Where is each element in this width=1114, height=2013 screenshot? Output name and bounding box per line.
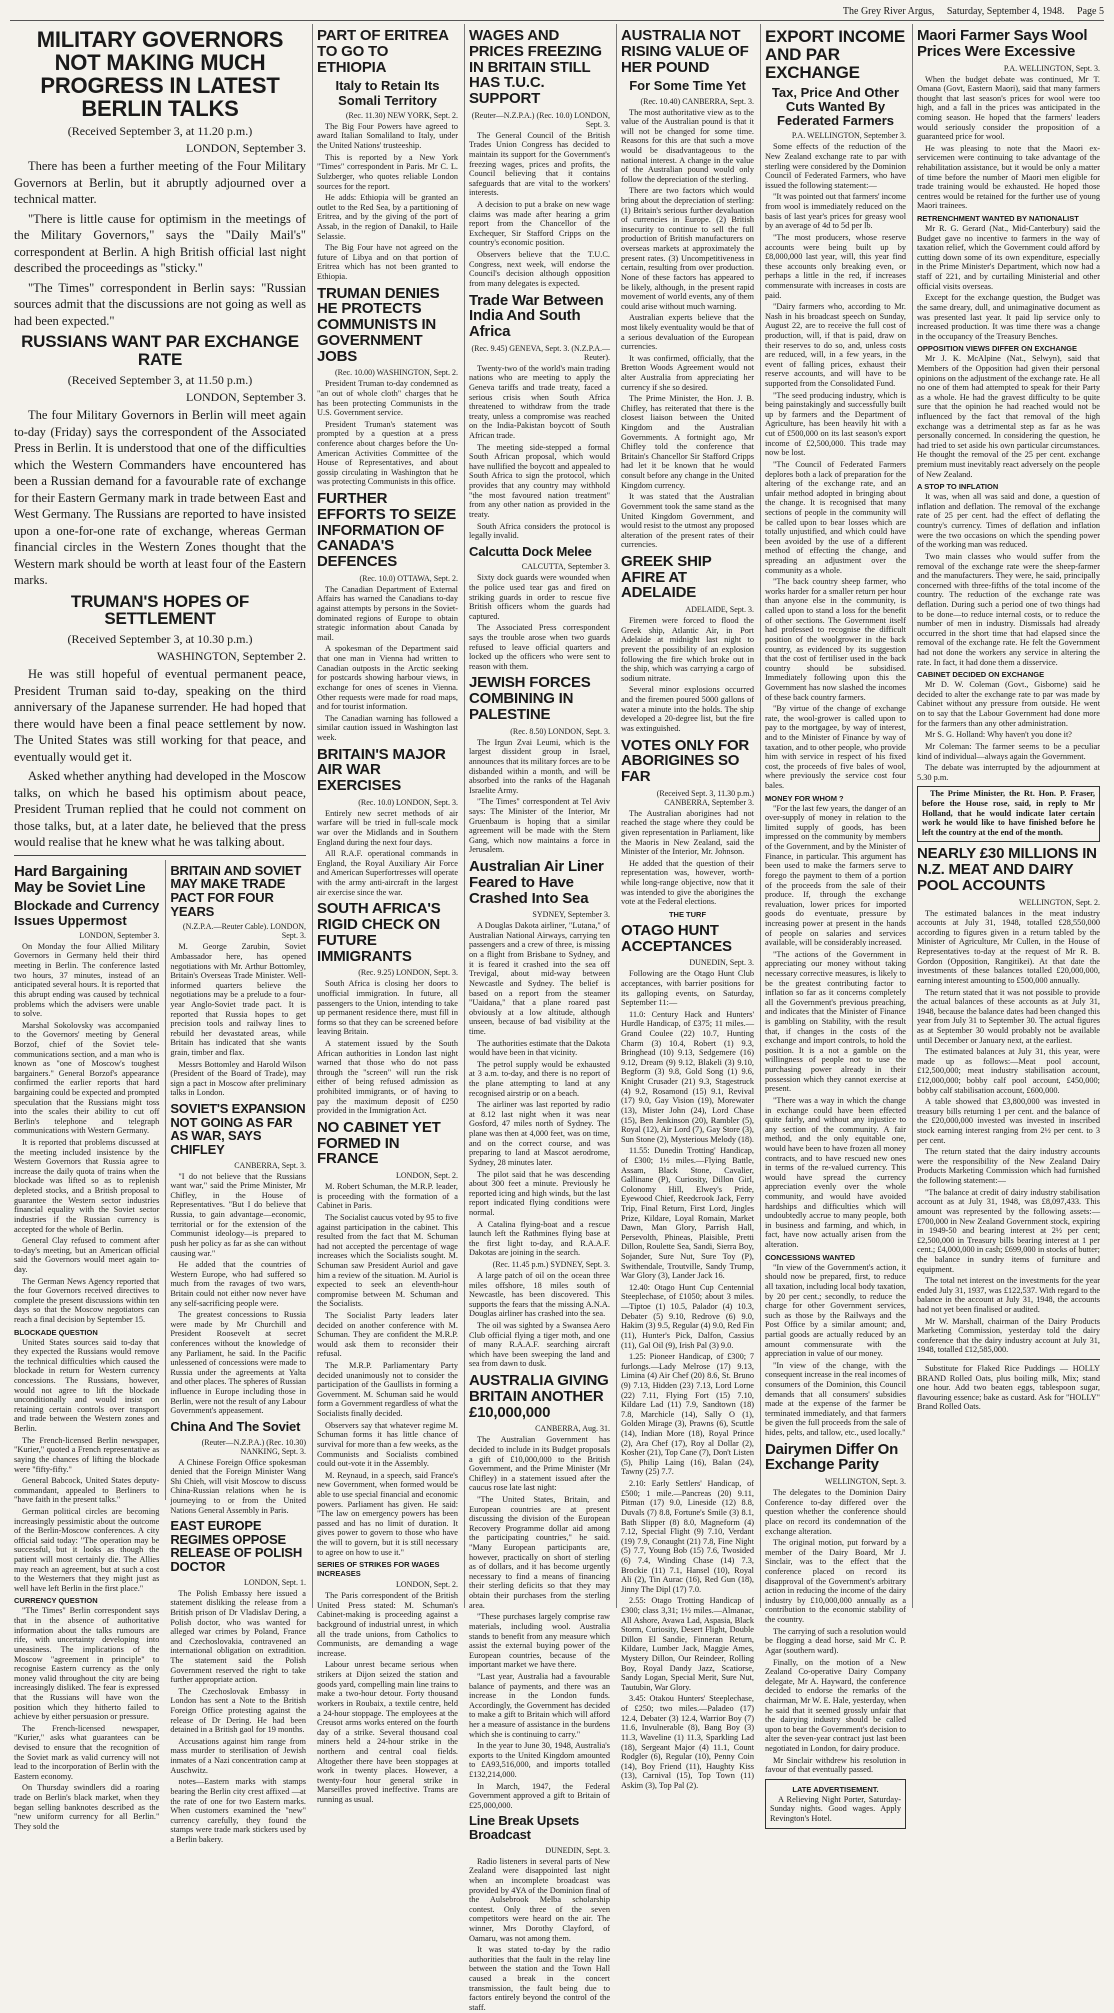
- article-paragraph: "The Times" Berlin correspondent says that in the absence of authoritative information about the talks rumours are rife, with uncertainty developing into uneasiness. The implications of the Moscow "agreement in principle" to recognise Eastern currency as the only money valid throughout the city are being increasingly disliked. The fear is expressed that the Russians will have won the position which they hitherto failed to achieve by either persuasion or pressure.: [14, 1606, 160, 1722]
- article-hard-bargaining: [14, 860, 160, 1831]
- article-paragraph: Labour unrest became serious when strikers at Dijon seized the station and goods yard, compelling main line trains to make a two-hour detour. Forty thousand workers in Roubaix, a textile centre, held a 24-hour stoppage. The employees at the Creusot arms works entered on the fourth day of a strike. Several thousand coal miners held a 24-hour strike in the northern and central coal fields. Altogether there have been stoppages at work in twenty places. However, a twenty-four hour general strike in Marseilles proved ineffective. Trams are running as usual.: [317, 1660, 458, 1805]
- subheadline: Blockade and Currency Issues Uppermost: [14, 898, 160, 928]
- article-paragraph: Observers say that whatever regime M. Schuman forms it has little chance of survival for more than a few weeks, as the Communists and Socialists combined could out-vote it in the Assembly.: [317, 1420, 458, 1469]
- article-paragraph: Radio listeners in several parts of New Zealand were disappointed last night when an incomplete broadcast was provided by 4YA of the Dominion final of the Aulsebrook Melba scholarship contest. Only three of the seven competitors were heard on the air. The winner, Mrs Dorothy Clayford, of Oamaru, was not among them.: [469, 1856, 610, 1943]
- article-paragraph: The authorities estimate that the Dakota would have been in that vicinity.: [469, 1038, 610, 1058]
- dateline: (Rec. 9.45) GENEVA, Sept. 3. (N.Z.P.A.—Reuter).: [471, 343, 610, 362]
- article-paragraph: The pilot said that he was descending about 300 feet a minute. Previously he reported icing and high winds, but the last report indicated flying conditions were normal.: [469, 1169, 610, 1217]
- article-paragraph: It was stated that the Australian Government took the same stand as the United Kingdom Government, and would resist to the utmost any proposed alteration of the present rates of their currencies.: [621, 492, 754, 550]
- article-paragraph: A decision to put a brake on new wage claims was made after hearing a grim report from the Chancellor of the Exchequer, Sir Stafford Cripps on the country's economic position.: [469, 200, 610, 248]
- article-paragraph: "In view of the Government's action, it should now be prepared, first, to reduce all taxation, including local body taxation, by 20 per cent.; secondly, to reduce the charge for other Government services, such as those by the Railways and the Post Office by a similar amount; and, partial goods are actually reduced by an amount commensurate with the appreciation in value of our money.: [765, 1262, 906, 1359]
- headline-eritrea: PART OF ERITREA TO GO TO ETHIOPIA: [317, 27, 449, 76]
- dateline: DUNEDIN, Sept. 3.: [689, 958, 754, 968]
- subheadline: For Some Time Yet: [629, 78, 746, 94]
- dateline: SYDNEY, September 3.: [532, 910, 610, 920]
- article-paragraph: The meeting side-stepped a formal South African proposal, which would have nullified the boycott and appealed to South Africa to sign the protocol, which provides that any country may withhold "the most favoured nation treatment" from any other nation as provided in the treaty.: [469, 442, 610, 519]
- column-6: [912, 24, 1104, 1608]
- article-paragraph: "The Times" correspondent in Berlin says: "Russian sources admit that the discussions are not going as well as had been expected.": [14, 280, 306, 328]
- headline-berlin-talks: MILITARY GOVERNORS NOT MAKING MUCH PROGRESS IN LATEST BERLIN TALKS: [36, 27, 284, 122]
- headline-air-war: BRITAIN'S MAJOR AIR WAR EXERCISES: [317, 745, 446, 795]
- subheadline: Tax, Price And Other Cuts Wanted By Federated Farmers: [771, 84, 900, 129]
- article-paragraph: Observers believe that the T.U.C. Congress, next week, will endorse the Council's decision although opposition from many delegates is expected.: [469, 250, 610, 288]
- section-caption: OPPOSITION VIEWS DIFFER ON EXCHANGE: [917, 344, 1078, 354]
- article-paragraph: It is reported that problems discussed at the meeting included insistence by the Western Governors that Russia agree to increase the daily quota of trains when the blockade was lifted so as to replenish depleted stocks, and a British proposal to guarantee the Western sector industries financial equality with the Soviet sector industries if the Russian currency is accepted for the whole of Berlin.: [14, 1138, 160, 1234]
- article-paragraph: The Associated Press correspondent says the trouble arose when two guards refused to leave official quarters and locked up the officers who were sent to reason with them.: [469, 623, 610, 671]
- article-paragraph: The oil was sighted by a Swansea Aero Club official flying a tiger moth, and one of many R.A.A.F. searching aircraft which have been sweeping the land and sea from dawn to dusk.: [469, 1321, 610, 1369]
- article-paragraph: The total net interest on the investments for the year ended July 31, 1937, was £122,537. With regard to the balance in the account at July 31, 1948, the accounts had not yet been finalised or audited.: [917, 1276, 1100, 1314]
- section-caption: BLOCKADE QUESTION: [14, 1327, 98, 1337]
- article-paragraph: He added that the question of their representation was, however, worth-while long-range objective, now that it was intended to give the aborigines the vote at the Federal elections.: [621, 858, 754, 907]
- article-paragraph: A spokesman of the Department said that one man in Vienna had written to Canadian outposts in the Arctic seeking for postcards showing harbour views, in exchange for ones of scenes in Vienna. Other requests were made for road maps, and for tourist information.: [317, 644, 458, 712]
- article-paragraph: The Socialist caucus voted by 95 to five against participation in the cabinet. This resulted from the fact that M. Schuman had not accepted the percentage of wage increases which the Socialists sought. M. Schuman saw President Auriol and gave him a review of the situation. M. Auriol is expected to seek an eleventh-hour compromise between M. Schuman and the Socialists.: [317, 1212, 458, 1309]
- article-paragraph: When the budget debate was continued, Mr T. Omana (Govt, Eastern Maori), said that many farmers thought that last season's prices for wool were too high, and a fall in the prices was anticipated in the coming season. He hoped that the farmers' leaders would seriously consider the proposition of a guaranteed price for wool.: [917, 74, 1100, 142]
- dateline: (Rec. 10.40) CANBERRA, Sept. 3.: [640, 96, 754, 106]
- article-paragraph: All R.A.F. operational commands in England, the Royal Auxiliary Air Force and American Superfortresses will operate with the army anti-aircraft in the largest air exercise since the war.: [317, 849, 458, 897]
- article-paragraph: The original motion, put forward by a member of the Dairy Board, Mr J. Sinclair, was to the effect that the conference placed on record its disapproval of the Government's arbitrary action in reducing the income of the dairy industry by £10,000,000 annually as a contribution to the economic stability of the country.: [765, 1538, 906, 1625]
- divider: [14, 855, 306, 856]
- article-paragraph: On Monday the four Allied Military Governors in Germany held their third meeting in Berlin. The conference lasted two hours, 37 minutes, instead of an anticipated several hours. It is reported that this abrupt ending was caused by technical problems which the advisers were unable to solve.: [14, 941, 160, 1019]
- article-paragraph: "These purchases largely comprise raw materials, including wool. Australia stands to benefit from any measure which assist the external buying power of the European countries, because of the important market we have there.: [469, 1612, 610, 1670]
- column-4: [616, 24, 758, 1790]
- article-paragraph: "The balance at credit of dairy industry stabilisation account as at July 31, 1948, was £8,097,433. This amount was represented by the following assets:—£700,000 in New Zealand Government stock, expiring in 1949-50 and bearing interest at 2½ per cent; £2,500,000 in Treasury bills bearing interest at 1 per cent.; £4,000,000 in cash; £699,000 in stocks of butter; the balance in sundry items of furniture and equipment.: [917, 1187, 1100, 1274]
- article-paragraph: Mr Sinclair withdrew his resolution in favour of that eventually passed.: [765, 1755, 906, 1775]
- headline-trade-war: Trade War Between India And South Africa: [469, 291, 604, 340]
- article-paragraph: Entirely new secret methods of air warfare will be tried in full-scale mock war over the Midlands and in Southern England during the next four days.: [317, 808, 458, 847]
- section-caption-turf: THE TURF: [668, 909, 707, 919]
- article-paragraph: The estimated balances in the meat industry accounts at July 31, 1948, totalled £28,550,000 according to figures given in a return tabled by the Minister of Agriculture, Mr Cullen, in the House of Representatives to-day at the request of Mr R. B. Gordon (Opposition, Rangitikei). At that date the investments of these balances totalled £20,000,000, earning interest amounting to £500,000 annually.: [917, 908, 1100, 985]
- headline-greek-ship: GREEK SHIP AFIRE AT ADELAIDE: [621, 552, 712, 602]
- dateline: DUNEDIN, Sept. 3.: [545, 1845, 610, 1855]
- article-paragraph: It was confirmed, officially, that the Bretton Woods Agreement would not alter Australia from appreciating her currency if she so desired.: [621, 353, 754, 392]
- article-paragraph: 1.25: Pioneer Handicap, of £300; 7 furlongs.—Lady Melrose (17) 9.13, Limina (4) Air Chef (20) 8.6, St. Bruno (9) 7.13, Hidden (23) 7.13, Lord Lorne (22) 7.11, Flying Fort (15) 7.10, Kildare Lad (11) 7.9, Sandtown (18) 7.8, Marchicle (14), Sally O (1), Golden Mirage (3), Prawns (6), Scuttle (14), Indian More (18), Royal Prince (2), Ara Chef (17), Roy al Dollar (2), Kosher (21), Top Cane (7), Don't Listen (5), Philip Laing (16), Balan (24), Tawny (25) 7.7.: [621, 1352, 754, 1477]
- article-paragraph: The Polish Embassy here issued a statement disliking the release from a British prison of Dr Vladislav Dering, a Polish doctor, who was wanted for alleged war crimes by Poland, France and Czechoslovakia, contravened an international obligation on extradition. The statement said the Polish Government reserved the right to take further appropriate action.: [170, 1588, 306, 1685]
- article-paragraph: A Catalina flying-boat and a rescue launch left the Rathmines flying base at the first light to-day, and R.A.A.F. Dakotas are joining in the search.: [469, 1219, 610, 1258]
- article-paragraph: Twenty-two of the world's main trading nations who are meeting to apply the Geneva tariffs and trade treaty, faced a serious crisis when South Africa threatened to withdraw from the trade treaty, unless a compromise was reached on the India-Pakistan boycott of South African trade.: [469, 363, 610, 441]
- article-paragraph: He was pleasing to note that the Maori ex-servicemen were continuing to take advantage of the rehabilitation assistance, but it would be only a matter of time before the number of Maori men eligible for trade training would be exhausted. He hoped those centres would be retained for the further use of young Maori trainees.: [917, 143, 1100, 211]
- article-paragraph: South Africa is closing her doors to unofficial immigration. In future, all passengers to the Union, intending to take up permanent residence there, must fill in forms so that they can be screened before leaving Britain.: [317, 979, 458, 1037]
- article-paragraph: On Thursday swindlers did a roaring trade on Berlin's black market, when they began selling banknotes described as the "new uniform currency for all Berlin." They sold the: [14, 1783, 160, 1831]
- late-ad-caption: LATE ADVERTISEMENT.: [792, 1784, 879, 1794]
- headline-otago-hunt: OTAGO HUNT ACCEPTANCES: [621, 921, 732, 955]
- received-line: (Received September 3, at 11.20 p.m.): [67, 124, 253, 139]
- article-paragraph: "I do not believe that the Russians want war," said the Prime Minister, Mr Chifley, in the House of Representatives. "But I do believe that Russia, to gain advantage—economic, territorial or for the extension of the Communist ideology—is prepared to push her policy as far as she can without causing war.": [170, 1171, 306, 1258]
- article-paragraph: The greatest concessions to Russia were made by Mr Churchill and President Roosevelt at secret conferences without the knowledge of any Parliament, he said. In the Pacific unlessened of concessions were made to Russia under the agreements at Yalta and other places. The spheres of Russian influence in Europe including those in Berlin, were not the result of any Labour Government's appeasement.: [170, 1310, 306, 1416]
- article-paragraph: "The Council of Federated Farmers deplores both a lack of preparation for the altering of the exchange rate, and an unfair method adopted in bringing about the change. It is recognised that many sections of people in the community will be called upon to bear losses which are totally unjustified, and which could have been avoided by the use of a different method of effecting the change, and spreading an adjustment over the community as a whole.: [765, 459, 906, 575]
- dateline: WELLINGTON, Sept. 3.: [825, 1477, 906, 1487]
- article-paragraph: 12.40: Otago Hunt Cup Centennial Steeplechase, of £1050; about 3 miles.—Tiptoe (1) 10.5, Palador (4) 10.3, Debater (5) 9.10, Redrove (6) 9.0, Hakim (3) 9.5, Regular (4) 9.0, Red Fin (11), Hunter's Pick, Dalfon, Cassius (11), Gal Oil (9), Irish Pal (3) 9.0.: [621, 1282, 754, 1350]
- headline-canada-defences: FURTHER EFFORTS TO SEIZE INFORMATION OF CANADA'S DEFENCES: [317, 490, 457, 571]
- section-caption: SERIES OF STRIKES FOR WAGES INCREASES: [317, 1560, 440, 1579]
- article-paragraph: Australian experts believe that the most likely eventuality would be that of a serious devaluation of the European currencies.: [621, 313, 754, 352]
- article-paragraph: In the year to June 30, 1948, Australia's exports to the United Kingdom amounted to £A93,516,000, and imports totalled £132,214,000.: [469, 1741, 610, 1780]
- dateline: (Rec. 10.00) WASHINGTON, Sept. 2.: [334, 368, 458, 378]
- article-paragraph: The Prime Minister, the Hon. J. B. Chifley, has reiterated that there is the closest liaison between the United Kingdom and the Australian Governments. A fortnight ago, Mr Chifley told the conference that Britain's Chancellor Sir Stafford Cripps had let it be known that he would consult before any change in the United Kingdom currency.: [621, 394, 754, 490]
- headline-truman-hopes: TRUMAN'S HOPES OF SETTLEMENT: [70, 591, 250, 629]
- headline-par-exchange: RUSSIANS WANT PAR EXCHANGE RATE: [21, 332, 299, 370]
- dateline: CALCUTTA, September 3.: [521, 562, 610, 572]
- article-paragraph: The Czechoslovak Embassy in London has sent a Note to the British Foreign Office protesting against the release of Dr Dering. He had been detained in a British gaol for 19 months.: [170, 1686, 306, 1735]
- article-paragraph: The debate was interrupted by the adjournment at 5.30 p.m.: [917, 763, 1100, 782]
- article-paragraph: The estimated balances at July 31, this year, were made up as follows:—Meat pool account, £12,500,000; meat industry stabilisation account, £12,000,000; bobby calf pool account, £450,000; bobby calf stabilisation account, £600,000.: [917, 1047, 1100, 1095]
- received-line: (Received September 3, at 11.50 p.m.): [67, 373, 253, 388]
- headline-south-africa: SOUTH AFRICA'S RIGID CHECK ON FUTURE IMMIGRANTS: [317, 900, 441, 965]
- article-paragraph: The return stated that the dairy industry accounts were the responsibility of the New Zealand Dairy Products Marketing Commission which had furnished the following statement:—: [917, 1147, 1100, 1186]
- dateline: (Rec. 10.0) OTTAWA, Sept. 2.: [359, 573, 458, 583]
- section-caption: CABINET DECIDED ON EXCHANGE: [917, 670, 1045, 680]
- column-2: [312, 24, 462, 1805]
- holly-oats-ad: Substitute for Flaked Rice Puddings — HOLLY BRAND Rolled Oats, plus boiling milk, Mix; stand one hour. Add two beaten eggs, tablespoon sugar, flavouring essence; bake as custard. Ask for "HOLLY" Brand Rolled Oats.: [917, 1364, 1100, 1412]
- masthead: [10, 6, 1104, 21]
- article-paragraph: Marshal Sokolovsky was accompanied to the Governors' meeting by General Borzof, chief of the Soviet tele-communications section, and a man who is known as "one of Moscow's toughest bargainers." General Borzof's appearance confirmed the earlier reports that hard bargaining could be expected and prompted speculation that the Russians might toss into the scales their ability to cut off Berlin's telephone and telegraph communications with Western Germany.: [14, 1020, 160, 1136]
- article-paragraph: President Truman to-day condemned as "an out of whole cloth" charges that he has been protecting Communists in the U.S. Government service.: [317, 379, 458, 418]
- dateline: P.A. WELLINGTON, September 3.: [791, 131, 906, 141]
- article-paragraph: The French-licensed newspaper, "Kurier," asks what guarantees can be devised to ensure that the recognition of the Soviet mark as valid currency will not lead to the incorporation of Berlin with the Eastern economy.: [14, 1723, 160, 1781]
- article-paragraph: Messrs Bottomley and Harold Wilson (President of the Board of Trade), may sign a pact in Moscow after preliminary talks in London.: [170, 1059, 306, 1098]
- dateline: (Received Sept. 3, 11.30 p.m.) CANBERRA, September 3.: [656, 788, 754, 807]
- article-paragraph: The four Military Governors in Berlin will meet again to-day (Friday) says the correspondent of the Associated Press in Berlin. It is understood that one of the difficulties which the Western Commanders have encountered has been a Russian demand for a favourable rate of exchange for their Eastern Germany mark in trade between East and West Germany. The Russians are reported to have insisted upon a one-for-one rate of exchange, whereas German financial circles in the Western Zones thought that the Western mark should be worth at least four of the Eastern marks.: [14, 408, 306, 588]
- headline-australia-gift: AUSTRALIA GIVING BRITAIN ANOTHER £10,000,000: [469, 1372, 609, 1421]
- article-paragraph: A table showed that £3,800,000 was invested in treasury bills returning 1 per cent. and the balance of the £20,000,000 invested was invested in inscribed stock earning interest ranging from 2½ per cent. to 3 per cent.: [917, 1097, 1100, 1145]
- article-paragraph: The Australian aborigines had not reached the stage where they could be given representation in Parliament, like the Maoris in New Zealand, said the Minister of the Interior, Mr. Johnson.: [621, 808, 754, 857]
- dateline: (Rec. 10.0) LONDON, Sept. 3.: [358, 797, 458, 807]
- article-paragraph: Mr D. W. Coleman (Govt., Gisborne) said he decided to alter the exchange rate to par was made by Cabinet without any pressure from outside. He went on to say that the Labour Government had done more for the farmers than any other administration.: [917, 680, 1100, 728]
- article-paragraph: "For the last few years, the danger of an over-supply of money in relation to the limited supply of goods, has been impressed on the community by members of the Government, and by the Minister of Finance, in particular. This argument has been used to make the farmers serve to forego the payment to them of a portion of the proceeds from the sale of their produce. If, through the exchange revaluation, lower prices for imported goods do eventuate, pressure by increasing power at present in the hands of people on salaries and services available, will be considerably increased.: [765, 803, 906, 948]
- article-paragraph: The airliner was last reported by radio at 8.12 last night when it was near Gosford, 47 miles north of Sydney. The plane was then at 4,000 feet, was on time, and on the correct course, and was preparing to land at Mascot aerodrome, Sydney, 28 minutes later.: [469, 1100, 610, 1167]
- article-paragraph: President Truman's statement was prompted by a question at a press conference about charges before the Un-American Activities Committee of the House of Representatives, and about gossip circulating in Washington that he was protecting Communists in this office.: [317, 419, 458, 487]
- headline-export-income: EXPORT INCOME AND PAR EXCHANGE: [765, 27, 906, 82]
- article-paragraph: Sixty dock guards were wounded when the police used tear gas and fired on striking guards in order to rescue five British officers whom the guards had captured.: [469, 573, 610, 621]
- article-paragraph: Asked whether anything had developed in the Moscow talks, on which he based his optimism about peace, President Truman replied that he could not comment on those talks, but, at a later date, he believed that the press would realise that he knew what he was talking about.: [14, 769, 306, 850]
- article-paragraph: The Socialist Party leaders later decided on another conference with M. Schuman. They are confident the M.R.P. would ask them to reconsider their refusal.: [317, 1310, 458, 1359]
- article-paragraph: He added that the countries of Western Europe, who had suffered so much from the ravages of two wars, Britain could not either now never have any self-sacrificing people were.: [170, 1260, 306, 1308]
- headline-calcutta: Calcutta Dock Melee: [469, 543, 592, 559]
- dateline: ADELAIDE, Sept. 3.: [685, 605, 754, 615]
- article-paragraph: In March, 1947, the Federal Government approved a gift to Britain of £25,000,000.: [469, 1781, 610, 1810]
- headline-truman-denies: TRUMAN DENIES HE PROTECTS COMMUNISTS IN GOVERNMENT JOBS: [317, 284, 440, 365]
- dateline: (Rec. 8.50) LONDON, Sept. 3.: [510, 726, 610, 736]
- dateline: WELLINGTON, Sept. 2.: [1019, 897, 1100, 907]
- article-paragraph: Mr Coleman: The farmer seems to be a peculiar kind of individual—always again the Government.: [917, 741, 1100, 761]
- article-paragraph: "The seed producing industry, which is being painstakingly and successfully built up by farmers and the Department of Agriculture, has been heavily hit with a cut of £500,000 on its last season's export income of £2,500,000. This trade may now be lost.: [765, 390, 906, 458]
- headline-dairymen: Dairymen Differ On Exchange Parity: [765, 1440, 899, 1474]
- article-paragraph: The Paris correspondent of the British United Press stated: M. Schuman's Cabinet-making is proceeding against a background of industrial unrest, in which all the trade unions, from Catholics to Communists, are demanding a wage increase.: [317, 1591, 458, 1658]
- article-paragraph: Mr W. Marshall, chairman of the Dairy Products Marketing Commission, yesterday told the dairy conference that the dairy industry account at July 31, 1948, totalled £12,585,000.: [917, 1316, 1100, 1355]
- article-paragraph: 2.55: Otago Trotting Handicap of £300; class 3,31; 1½ miles.—Almanac, All Ashore, Avawa Lad, Aspasia, Black Storm, Curiosity, Desert Flight, Double Dillon El Sandie, Finneran Return, Kildare, Lumber Jack, Maggie Ames, Mystery Dillon, Our Reindeer, Rolling Boy, Royal Dandy Jazz, Scatiorse, Sandy Logan, Special Merit, Sure Nut, Tautubin, War Glory.: [621, 1596, 754, 1692]
- article-paragraph: The General Council of the British Trades Union Congress has decided to maintain its support for the Government's freezing wages, prices and profits, the Council believing that it contains safeguards that are vital to the workers' interests.: [469, 130, 610, 198]
- article-paragraph: "In view of the change, with the consequent increase in the real incomes of consumers of the Dominion, this Council demands that all consumers' subsidies made at the expense of the farmer be terminated immediately, and that farmers be given the full proceeds from the sale of hides, pelts, and tallow, etc., used locally.": [765, 1360, 906, 1438]
- article-paragraph: "The Times" correspondent at Tel Aviv says: The Minister of the Interior, Mr Gruenbaum is hoping that a similar agreement will be made with the Stern Gang, which now maintains a force in Jerusalem.: [469, 797, 610, 855]
- section-caption: RETRENCHMENT WANTED BY NATIONALIST: [917, 214, 1079, 224]
- headline-line-break: Line Break Upsets Broadcast: [469, 1813, 580, 1843]
- article-paragraph: The most authoritative view as to the value of the Australian pound is that it will not be changed for some time. Reasons for this are that such a move would be disadvantageous to the national interest. A change in the value of the Australian pound would only follow the depreciation of the sterling.: [621, 107, 754, 184]
- dateline: WASHINGTON, September 2.: [156, 649, 306, 664]
- article-paragraph: The Big Four Powers have agreed to award Italian Somaliland to Italy, under the United Nations' trusteeship.: [317, 121, 458, 151]
- article-paragraph: This is reported by a New York "Times" correspondent in Paris. Mr C. L. Sulzberger, who quotes reliable London sources for the report.: [317, 152, 458, 191]
- article-paragraph: General Clay refused to comment after to-day's meeting, but an American official said the Governors would meet again to-day.: [14, 1236, 160, 1274]
- dateline: (Reuter—N.Z.P.A.) (Rec. 10.0) LONDON, Sept. 3.: [471, 110, 610, 129]
- article-paragraph: "There is little cause for optimism in the meetings of the Military Governors," says the "Daily Mail's" correspondent at Berlin. A high British official last night described the proceedings as "sticky.": [14, 211, 306, 276]
- page-number: Page 5: [1077, 6, 1104, 17]
- article-paragraph: "The United States, Britain, and European countries are at present discussing the division of the European Recovery Programme dollar aid among the participating countries," he said. "Many European participants are, however, practically on short of sterling as of dollars, and it has become urgently necessary to find a means of financing their sterling deficits so that they may obtain their purchases from the sterling area.: [469, 1494, 610, 1610]
- article-paragraph: There has been a further meeting of the Four Military Governors at Berlin, but it abruptly adjourned over a technical matter.: [14, 159, 306, 207]
- article-paragraph: 3.45: Otakou Hunters' Steeplechase, of £250; two miles.—Paladeo (17) 12.4, Debater (3) 12.4, Warrior Boy (7) 11.6, Invulnerable (8), Bang Boy (3) 11.3, Waveline (1) 11.3, Sparkling Lad (18), Sergeant Major (4) 11.1, Count Rodgler (6), Regular (10), Penny Coin (14), Boy Friend (11), Haughty Kiss (13), Carnival (15), Top Town (11) Askim (3), Top Pal (2).: [621, 1694, 754, 1790]
- boxed-notice: [917, 786, 1100, 842]
- article-paragraph: It was, when all was said and done, a question of inflation and deflation. The removal of the exchange rate of 25 per cent. had the effect of deflating the country's currency. Times of deflation and inflation were the two occasions on which the spending power of the working man was reduced.: [917, 492, 1100, 550]
- article-paragraph: The Australian Government has decided to include in its Budget proposals a gift of £10,000,000 to the British Government, and the Prime Minister (Mr Chifley) in a statement issued after the caucus rose late last night:: [469, 1435, 610, 1493]
- article-paragraph: Firemen were forced to flood the Greek ship, Atlantic Air, in Port Adelaide at midnight last night to prevent the possibility of an explosion following the fire which broke out in the ship, which was carrying a cargo of sodium nitrate.: [621, 616, 754, 683]
- article-paragraph: Some effects of the reduction of the New Zealand exchange rate to par with sterling were considered by the Dominion Council of Federated Farmers, who have issued the following statement:—: [765, 142, 906, 190]
- dateline: P.A. WELLINGTON, Sept. 3.: [1003, 63, 1100, 73]
- article-paragraph: It was stated to-day by the radio authorities that the fault in the relay line between the station and the Town Hall caused a break in the concert transmission, the fault being due to factors entirely beyond the control of the staff.: [469, 1945, 610, 2012]
- article-paragraph: The return stated that it was not possible to provide the actual balances of these accounts as at July 31, 1948, because the balance dates had been changed this year from July 31 to September 30. The actual figures as at September 30 would probably not be available until December or January next, at the earliest.: [917, 987, 1100, 1045]
- headline-east-europe: EAST EUROPE REGIMES OPPOSE RELEASE OF POLISH DOCTOR: [170, 1518, 303, 1575]
- article-paragraph: The French-licensed Berlin newspaper, "Kurier," quoted a French representative as saying the chances of lifting the blockade were "fifty-fifty.": [14, 1435, 160, 1474]
- divider: [917, 1359, 1100, 1360]
- dateline: (Rec. 11.30) NEW YORK, Sept. 2.: [345, 110, 458, 120]
- article-paragraph: The Canadian Department of External Affairs has warned the Canadians to-day against attempts by persons in the Soviet-dominated regions of Europe to obtain strategic information about Canada by mail.: [317, 584, 458, 642]
- article-paragraph: A statement issued by the South African authorities in London last night warned that those who do not pass through the "screen" will run the risk either of being refused admission as prohibited immigrants, or of having to pay the maximum deposit of £250 provided in the Immigration Act.: [317, 1038, 458, 1116]
- headline-wages-prices: WAGES AND PRICES FREEZING IN BRITAIN STILL HAS T.U.C. SUPPORT: [469, 27, 602, 107]
- dateline: CANBERRA, Aug. 31.: [535, 1424, 610, 1434]
- article-paragraph: 2.10: Early Settlers' Handicap, of £500; 1 mile.—Pancreas (20) 9.11, Pitman (17) 9.0, Lineside (12) 8.8, Duvals (7) 8.8, Fortune's Smile (3) 8.1, Bath Slipper (8) 8.0, Magneform (4) 7.12, Special Flight (9) 7.10, Verdant (19) 7.9, Conaught (21) 7.8, Fine Night (5) 7.7, Young Bob (15) 7.6, Twosided (6) 7.4, Winding Chase (14) 7.3, Brockie (11) 7.1, Hansel (10), Royal Ali (2), Tin Aurac (16), Red Gun (18), Jinny The Dipl (17) 7.0.: [621, 1479, 754, 1594]
- headline-jewish-forces: JEWISH FORCES COMBINING IN PALESTINE: [469, 674, 591, 723]
- headline-china-soviet: China And The Soviet: [170, 1418, 301, 1434]
- headline-france-cabinet: NO CABINET YET FORMED IN FRANCE: [317, 1118, 441, 1168]
- dateline: (Rec. 11.45 p.m.) SYDNEY, Sept. 3.: [492, 1259, 610, 1269]
- section-caption: MONEY FOR WHOM ?: [765, 793, 844, 803]
- article-paragraph: Two main classes who would suffer from the removal of the exchange rate were the sheep-farmer and the manufacturers. They were, he said, principally concerned with three-fifths of the total income of the country. The reduction of the exchange rate was deflation. During such a period one of two things had to be done—to reduce internal costs, or to reduce the number of men in industry. Dismissals had already occurred in the short time that had elapsed since the removal of the exchange rate. He felt the Government had not done the workers any service in altering the rate. In fact, it had done them a disservice.: [917, 551, 1100, 667]
- issue-date: Saturday, September 4, 1948.: [946, 6, 1065, 17]
- article-paragraph: A Chinese Foreign Office spokesman denied that the Foreign Minister Wang Shi Chieh, will visit Moscow to discuss China-Russian relations when he is journeying to or from the United Nations General Assembly in Paris.: [170, 1457, 306, 1515]
- article-paragraph: 11.55: Dunedin Trotting' Handicap, of £300; 1½ miles.—Flying Battle, Assam, Black Stone, Cavalier, Gallinane (P), Curiosity, Dillon Girl, Colonomy Hill, Elwey's Pride, Eyewood Chief, Reedcrook Jack, Ferry Trip, Final Return, First Lord, Jingles Prize, Kildare, Loyal Romain, Market Dawn, Man Glory, Parrish Hall, Persevolth, Phineas, Plaisible, Pretti Dillon, Roulette Sea, Sandi, Sierra Boy, Sojander, Sure Nut, Sure Toy (P), Swithendale, Troutville, Sandy Trump, War Glory (3), Lander Jack 16.: [621, 1146, 754, 1281]
- article-paragraph: He adds: Ethiopia will be granted an outlet to the Red Sea, by a partitioning of Eritrea, and by the giving of the port of Assab, in the region of Danakil, to Haile Selassie.: [317, 193, 458, 241]
- column-lead: [10, 24, 310, 1844]
- article-paragraph: The Canadian warning has followed a similar caution issued in Washington last week.: [317, 713, 458, 742]
- article-paragraph: United States sources said to-day that they expected the Russians would remove the technical difficulties which caused the blockade in return for Western currency concessions. The Russians, however, would not agree to lift the blockade unconditionally and would insist on retaining certain controls over transport and trade between the Western zones and Berlin.: [14, 1337, 160, 1434]
- article-paragraph: "There was a way in which the change in exchange could have been effected quite fairly, and without any injustice to any section of the community. A fair method, and the only equitable one, would have been to have frozen all money contracts, and to have rescued new ones in terms of the re-valued currency. This would have spread the currency appreciation evenly over the whole community, and would have avoided hardships and difficulties which will undoubtedly accrue to many people, both in business and farming, and which, in fact, have now actually arisen from the alteration.: [765, 1095, 906, 1250]
- article-paragraph: notes—Eastern marks with stamps bearing the Berlin city crest affixed —at the rate of one for two Eastern marks. When customers examined the "new" currency carefully, they found the stamps were trade mark stickers used by a Berlin bakery.: [170, 1777, 306, 1844]
- article-paragraph: South Africa considers the protocol is legally invalid.: [469, 521, 610, 541]
- late-advertisement: [765, 1779, 906, 1829]
- section-caption: CURRENCY QUESTION: [14, 1596, 98, 1606]
- dateline: LONDON, Sept. 2.: [396, 1171, 458, 1181]
- article-paragraph: M. George Zarubin, Soviet Ambassador here, has opened negotiations with Mr. Arthur Bottomley, Britain's Overseas Trade Minister. Well-informed quarters believe the negotiations may be a prelude to a four-year Anglo-Soviet trade pact. It is reported that Russia hopes to get precision tools and railway lines to rebuild her devastated areas, while Britain has indicated that she wants grain, timber and flax.: [170, 942, 306, 1058]
- article-paragraph: There are two factors which would bring about the depreciation of sterling: (1) Britain's serious further devaluation of currencies in Europe. (2) British insecurity to continue to sell the full production of British manufacturers on overseas markets at approximately the present rates. (3) Uncompetitiveness in certain, resulting from over production. None of these factors has appeared to be likely, although, in the present rapid movement of world events, any of them could arise without much warning.: [621, 186, 754, 311]
- headline-hard-bargaining: Hard Bargaining May be Soviet Line: [14, 862, 146, 896]
- dateline: (Rec. 9.25) LONDON, Sept. 3.: [358, 968, 458, 978]
- dateline: CANBERRA, Sept. 3.: [234, 1160, 306, 1170]
- article-paragraph: The M.R.P. Parliamentary Party decided unanimously not to consider the participation of the Gaullists in forming a Government. M. Schuman said he would form a Government regardless of what the Socialists finally decided.: [317, 1361, 458, 1419]
- dateline: LONDON, September 3.: [186, 141, 306, 156]
- late-ad-text: A Relieving Night Porter, Saturday-Sunday nights. Good wages. Apply Revington's Hotel.: [770, 1794, 901, 1824]
- article-paragraph: The delegates to the Dominion Dairy Conference to-day differed over the question whether the conference should place on record its condemnation of the exchange alteration.: [765, 1488, 906, 1536]
- article-paragraph: The German News Agency reported that the four Governors received directives to complete the present discussions within ten days so that the Moscow negotiators can reach a final decision by September 15.: [14, 1276, 160, 1324]
- column-5: [760, 24, 910, 1824]
- headline-meat-dairy-pool: NEARLY £30 MILLIONS IN N.Z. MEAT AND DAIRY POOL ACCOUNTS: [917, 845, 1097, 894]
- subcolumn-right: [165, 860, 306, 1844]
- article-paragraph: M. Reynaud, in a speech, said France's new Government, when formed would be able to use special financial and economic powers. Parliament has given. He said: "The law on emergency powers has been passed and has no limit of duration. It gives power to govern to those who have the will to govern, but it is still necessary to agree on how to use it.": [317, 1470, 458, 1557]
- dateline: LONDON, Sept. 1.: [244, 1577, 306, 1587]
- dateline: LONDON, September 3.: [79, 930, 160, 940]
- article-paragraph: Mr S. G. Holland: Why haven't you done it?: [925, 730, 1072, 740]
- headline-air-liner: Australian Air Liner Feared to Have Crashed Into Sea: [469, 858, 604, 907]
- article-paragraph: Mr J. K. McAlpine (Nat., Selwyn), said that Members of the Opposition had given their personal opinions on the adjustment of the exchange rate. He all no one of them had attempted to speak for their Party as a whole. He had the gravest difficulty to be quite sure that the opinion he had reached would not be influenced by the fact that removal of the high exchange was a detrimental step as far as he was personally concerned. In considering the question, he had tried to set aside his own particular circumstances. He thought the removal of the 25 per cent. exchange premium must inevitably react adversely on the people of New Zealand.: [917, 354, 1100, 479]
- article-paragraph: "Dairy farmers who, according to Mr. Nash in his broadcast speech on Sunday, August 22, are to receive the full cost of production, will, if that is paid, draw on their reserves to do so, and, unless costs are reduced, will, in a few years, in the event of falling prices, exhaust their reserve accounts, and will have to be supported from the Consolidated Fund.: [765, 302, 906, 389]
- article-paragraph: M. Robert Schuman, the M.R.P. leader, is proceeding with the formation of a Cabinet in Paris.: [317, 1182, 458, 1211]
- dateline: LONDON, September 3.: [186, 390, 306, 405]
- headline-aborigines: VOTES ONLY FOR ABORIGINES SO FAR: [621, 736, 750, 786]
- article-paragraph: A large patch of oil on the ocean three miles offshore, 18 miles south of Newcastle, has been discovered. This supports the fears that the missing A.N.A. Douglas airliner has crashed into the sea.: [469, 1270, 610, 1319]
- dateline: LONDON, Sept. 2.: [396, 1580, 458, 1590]
- section-caption: A STOP TO INFLATION: [917, 482, 999, 492]
- article-paragraph: "Last year, Australia had a favourable balance of payments, and there was an increase in the London funds. Accordingly, the Government has decided to make a gift to Britain which will afford her a measure of assistance in the burdens which she is continuing to carry.": [469, 1671, 610, 1739]
- headline-soviet-expansion: SOVIET'S EXPANSION NOT GOING AS FAR AS WAR, SAYS CHIFLEY: [170, 1101, 306, 1157]
- paper-name: The Grey River Argus,: [842, 6, 935, 17]
- article-paragraph: German political circles are becoming increasingly pessimistic about the outcome of the Berlin-Moscow conferences. A city official said today: "The operation may be successful, but it looks as though the patient will most certainly die. The Allies may reach an agreement, but at such a cost to the Westerners that they might just as well have left Berlin in the first place.": [14, 1506, 160, 1593]
- article-paragraph: "By virtue of the change of exchange rate, the wool-grower is called upon to pay to the mortgagee, by way of interest, and to the Minister of Finance by way of taxation, and to other people, who provide him with service in respect of his fixed cost, the proceeds of five bales of wool, where previously the service cost four bales.: [765, 704, 906, 791]
- article-paragraph: Several minor explosions occurred and the firemen poured 5000 gallons of water a minute into the holds. The ship developed a 20-degree list, but the fire was extinguished.: [621, 685, 754, 733]
- article-paragraph: General Babcock, United States deputy-commandant, appealed to Berliners to "have faith in the present talks.": [14, 1476, 160, 1505]
- dateline: (Reuter—N.Z.P.A.) (Rec. 10.30) NANKING, Sept. 3.: [201, 1437, 306, 1456]
- article-paragraph: A Douglas Dakota airliner, "Lutana," of Australian National Airways, carrying ten passengers and a crew of three, is missing on a flight from Brisbane to Sydney, and it is feared it crashed into the sea off Trevigal, about mid-way between Newcastle and Sydney. The belief is based on a report from the steamer "Uaidana," that a plane roared past obviously at a low altitude, although unseen, because of bad visibility at the time.: [469, 921, 610, 1036]
- section-caption: CONCESSIONS WANTED: [765, 1252, 856, 1262]
- article-paragraph: The carrying of such a resolution would be flogging a dead horse, said Mr C. P. Agar (southern ward).: [765, 1626, 906, 1655]
- article-paragraph: Following are the Otago Hunt Club acceptances, with barrier positions for its galloping events, on Saturday, September 11:—: [621, 969, 754, 1008]
- article-paragraph: Finally, on the motion of a New Zealand Co-operative Dairy Company delegate, Mr A. Hayward, the conference decided to endorse the remarks of the chairman, Mr W. E. Hale, yesterday, when he said that it seemed grossly unfair that the dairying industry should be called upon to bear the Government's decision to alter the seven-year contract just last been negotiated in London, for dairy produce.: [765, 1657, 906, 1753]
- article-paragraph: Except for the exchange question, the Budget was the same dreary, dull, and unimaginative document as was presented last year. It paid lip service only to increased production. It was time there was a change in the occupancy of the Treasury Benches.: [917, 293, 1100, 341]
- received-line: (Received September 3, at 10.30 p.m.): [67, 632, 253, 647]
- column-3: [464, 24, 614, 2012]
- headline-australia-pound: AUSTRALIA NOT RISING VALUE OF HER POUND: [621, 27, 749, 76]
- article-paragraph: Mr R. G. Gerard (Nat., Mid-Canterbury) said the Budget gave no incentive to farmers in the way of taxation relief, which the Government could afford by cutting down some of its own expenditure, especially in the Prime Minister's Department, which now had a staff of 221, and by curtailing Ministerial and other official visits overseas.: [917, 224, 1100, 291]
- article-paragraph: He was still hopeful of eventual permanent peace, President Truman said to-day, speaking on the third anniversary of the Japanese surrender. He had hoped that there would have been a final peace settlement by now. The United States was still working for that peace, and eventually would get it.: [14, 667, 306, 764]
- dateline: (N.Z.P.A.—Reuter Cable). LONDON, Sept. 3.: [182, 922, 306, 941]
- article-paragraph: "The back country sheep farmer, who works harder for a smaller return per hour than anyone else in the community, is called upon to stand a loss for the benefit of other sections. The Government itself had professed to recognise the difficult position of the woolgrower in the back country, as evidenced by its suggestion that the cost of fertiliser used in the back country should be subsidised. Immediately following upon this the Government has now slashed the incomes of these back country farmers.: [765, 577, 906, 702]
- article-paragraph: "It was pointed out that farmers' income from wool is immediately reduced on the basis of last year's prices for greasy wool by an average of 4d to 5d per lb.: [765, 192, 906, 231]
- article-paragraph: The Irgun Zvai Leumi, which is the largest dissident group in Israel, announces that its military forces are to be disbanded within a month, and will be absorbed into the ranks of the Haganah Israelite Army.: [469, 737, 610, 795]
- article-paragraph: The petrol supply would be exhausted at 3 a.m. to-day, and there is no report of the plane attempting to land at any recognised airstrip or on a beach.: [469, 1059, 610, 1098]
- headline-britain-soviet: BRITAIN AND SOVIET MAY MAKE TRADE PACT FOR FOUR YEARS: [170, 862, 302, 919]
- boxed-notice-text: The Prime Minister, the Rt. Hon. P. Fraser, before the House rose, said, in reply to Mr Holland, that he would indicate later certain work he would like to have finished before he left the country at the end of the month.: [922, 789, 1095, 837]
- article-paragraph: "The actions of the Government in appreciating our money without taking necessary corrective measures, is likely to be the greatest contributing factor to inflation so far as it concerns completely all the Government's previous preaching, and indicates that the Minister of Finance is gambling on Stability, with the result that, if changes in the costs of the exchange and import controls, to hold the position. It is a not a gamble on the willingness of people not to use the purchasing power already in their possession which they cannot exercise at present.: [765, 949, 906, 1094]
- article-paragraph: 11.0: Century Hack and Hunters' Hurdle Handicap, of £375; 11 miles.—Grand Coulee (22) 10.7, Hunting Charm (3) 10.4, Robert (1) 9.3, Bringhead (10) 9.13, Sedgemere (16) 9.12, Dream (9) 9.12, Blakeli (3) 9.10, Begform (3) 9.8, Gold Song (1) 9.6, Knight Crusader (21) 9.3, Stagestruck (4) 9.2, Rosamond (15) 9.1, Revival (17) 9.0, Gay Vision (19), Morewater (13), Mister John (24), Lord Chase (15), Ben Jenkinson (20), Rambler (5), Royal (12), Air Lord (7), Gay Store (3), Sun Stone (2), Mysterious Melody (18).: [621, 1009, 754, 1144]
- article-paragraph: Accusations against him range from mass murder to sterilisation of Jewish inmates of a Nazi concentration camp at Auschwitz.: [170, 1736, 306, 1775]
- article-paragraph: The Big Four have not agreed on the future of Libya and on that portion of Eritrea which has not been granted to Ethiopia.: [317, 243, 458, 281]
- headline-maori-farmer: Maori Farmer Says Wool Prices Were Excessive: [917, 27, 1088, 60]
- article-paragraph: "The most producers, whose reserve accounts were being built up by £8,000,000 last year, will, this year find these accounts only breaking even, or perhaps a little in the red, if increases commensurate with increases in costs are paid.: [765, 232, 906, 300]
- subheadline: Italy to Retain Its Somali Territory: [335, 78, 440, 108]
